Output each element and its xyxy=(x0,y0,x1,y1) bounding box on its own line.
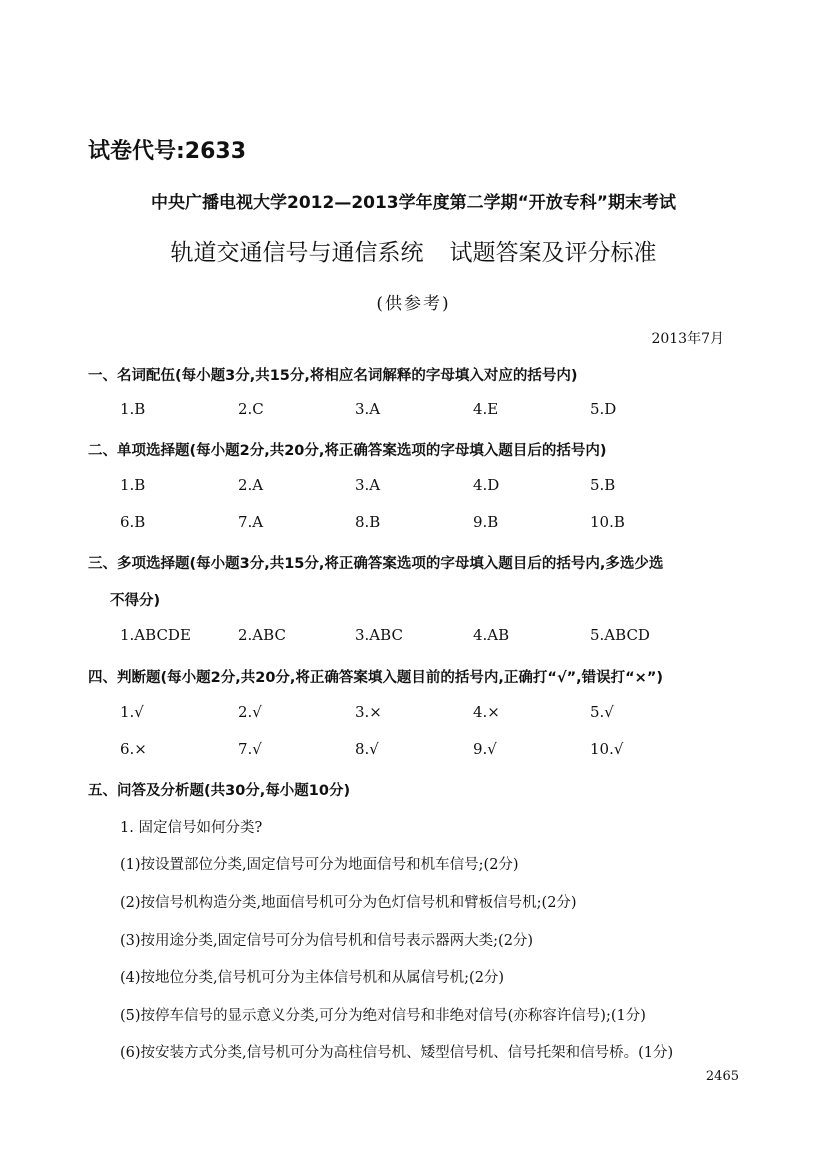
answer-item: 9.B xyxy=(473,513,499,531)
answer-item: 2.√ xyxy=(238,703,262,721)
answer-item: 4.D xyxy=(473,476,500,494)
exam-date: 2013年7月 xyxy=(651,331,724,347)
question-1: 1. 固定信号如何分类? xyxy=(120,820,263,836)
section-3-heading-cont: 不得分) xyxy=(110,593,161,609)
answer-item: 10.√ xyxy=(590,740,624,758)
answer-item: 4.× xyxy=(473,703,500,721)
answer-item: 8.√ xyxy=(355,740,379,758)
answer-item: 2.ABC xyxy=(238,626,286,644)
reference-note: (供参考) xyxy=(376,294,451,314)
section-5-heading: 五、问答及分析题(共30分,每小题10分) xyxy=(88,783,351,799)
page-number: 2465 xyxy=(705,1069,739,1084)
paper-code: 试卷代号:2633 xyxy=(88,139,247,164)
answer-item: 4.AB xyxy=(473,626,510,644)
answer-item: 4.E xyxy=(473,400,499,418)
answer-item: 7.A xyxy=(238,513,264,531)
answer-item: 2.A xyxy=(238,476,264,494)
answer-paragraph: (3)按用途分类,固定信号可分为信号机和信号表示器两大类;(2分) xyxy=(120,933,534,949)
answer-paragraph: (5)按停车信号的显示意义分类,可分为绝对信号和非绝对信号(亦称容许信号);(1分) xyxy=(120,1008,646,1024)
section-3-heading: 三、多项选择题(每小题3分,共15分,将正确答案选项的字母填入题目后的括号内,多选少选 xyxy=(88,556,664,572)
answer-item: 3.× xyxy=(355,703,382,721)
answer-item: 5.D xyxy=(590,400,617,418)
section-4-heading: 四、判断题(每小题2分,共20分,将正确答案填入题目前的括号内,正确打“√”,错误打“×”) xyxy=(88,670,663,686)
answer-item: 9.√ xyxy=(473,740,497,758)
section-1-heading: 一、名词配伍(每小题3分,共15分,将相应名词解释的字母填入对应的括号内) xyxy=(88,368,578,384)
section-2-heading: 二、单项选择题(每小题2分,共20分,将正确答案选项的字母填入题目后的括号内) xyxy=(88,443,607,459)
answer-item: 6.B xyxy=(120,513,146,531)
answer-paragraph: (1)按设置部位分类,固定信号可分为地面信号和机车信号;(2分) xyxy=(120,857,519,873)
answer-item: 10.B xyxy=(590,513,625,531)
answer-item: 2.C xyxy=(238,400,264,418)
subject-title-part2: 试题答案及评分标准 xyxy=(449,240,657,266)
answer-item: 8.B xyxy=(355,513,381,531)
answer-item: 3.ABC xyxy=(355,626,403,644)
answer-item: 5.B xyxy=(590,476,616,494)
answer-item: 5.ABCD xyxy=(590,626,650,644)
answer-item: 5.√ xyxy=(590,703,614,721)
answer-item: 7.√ xyxy=(238,740,262,758)
answer-item: 1.B xyxy=(120,400,146,418)
answer-item: 1.B xyxy=(120,476,146,494)
answer-item: 1.√ xyxy=(120,703,144,721)
answer-paragraph: (2)按信号机构造分类,地面信号机可分为色灯信号机和臂板信号机;(2分) xyxy=(120,895,577,911)
answer-paragraph: (4)按地位分类,信号机可分为主体信号机和从属信号机;(2分) xyxy=(120,970,505,986)
answer-item: 3.A xyxy=(355,476,381,494)
answer-item: 6.× xyxy=(120,740,147,758)
subject-title-part1: 轨道交通信号与通信系统 xyxy=(170,240,424,266)
answer-paragraph: (6)按安装方式分类,信号机可分为高柱信号机、矮型信号机、信号托架和信号桥。(1分) xyxy=(120,1045,674,1061)
subject-title xyxy=(0,234,827,267)
answer-item: 1.ABCDE xyxy=(120,626,191,644)
exam-title: 中央广播电视大学2012—2013学年度第二学期“开放专科”期末考试 xyxy=(151,193,676,213)
answer-item: 3.A xyxy=(355,400,381,418)
